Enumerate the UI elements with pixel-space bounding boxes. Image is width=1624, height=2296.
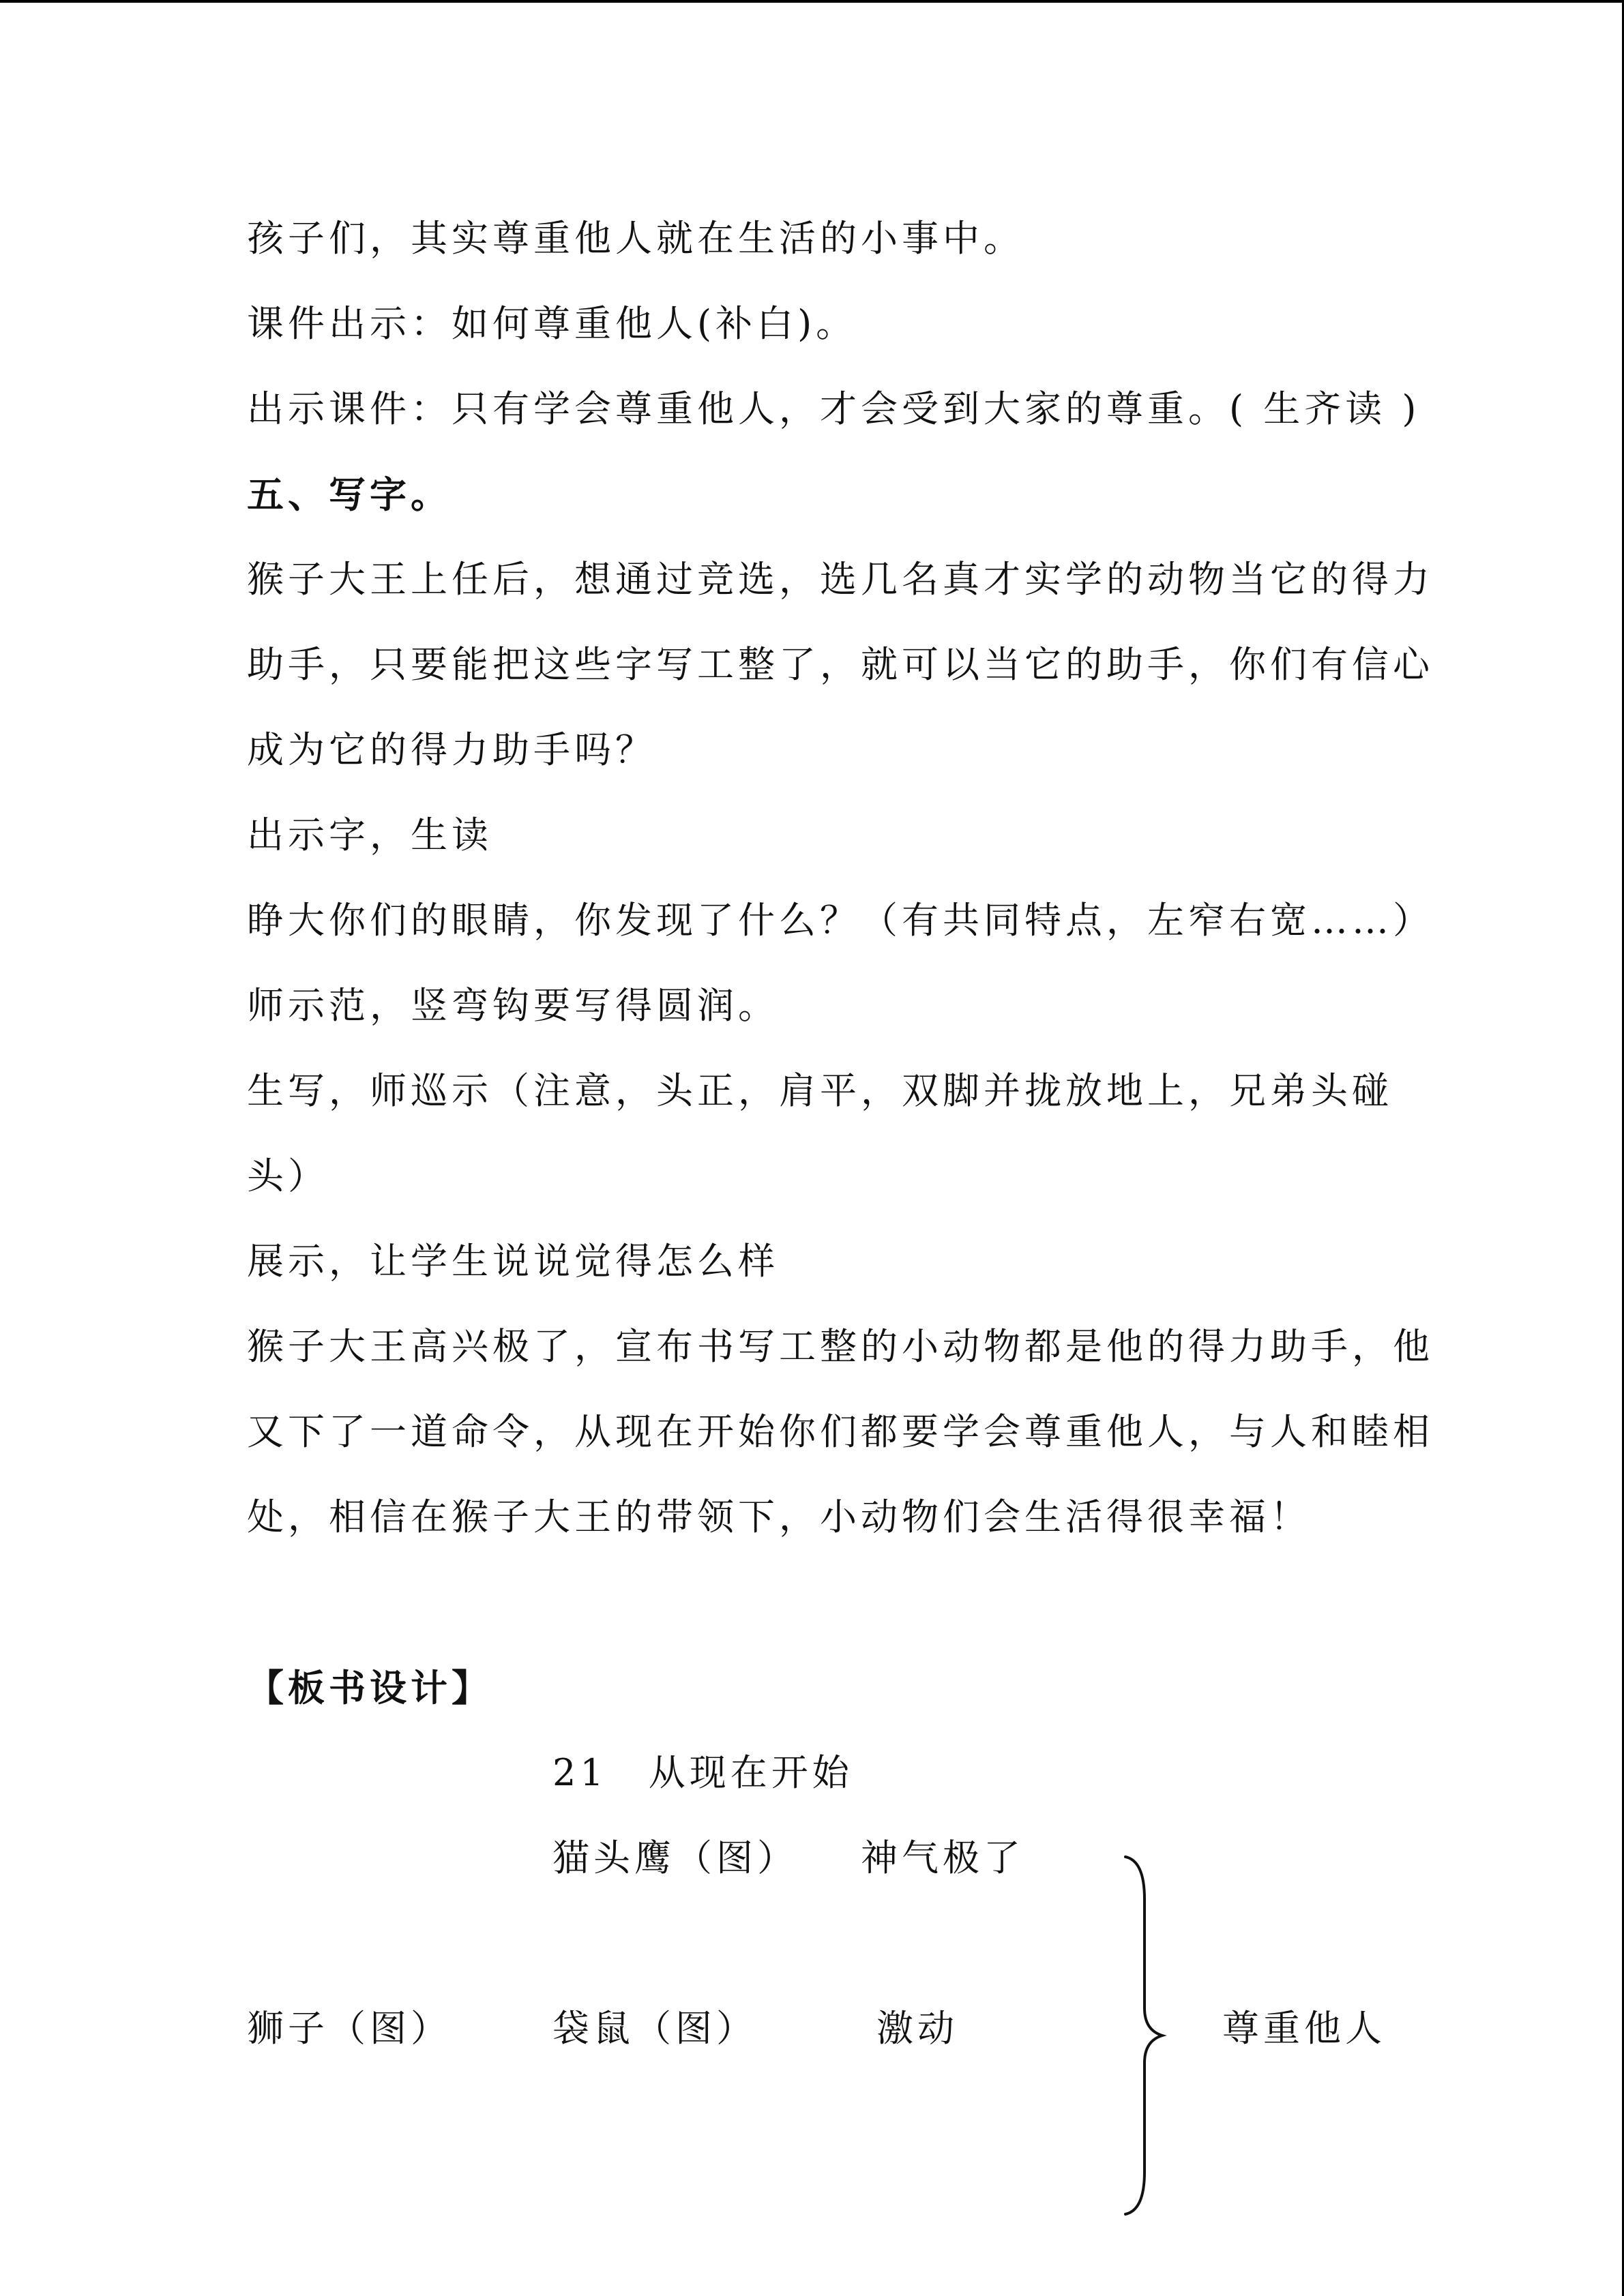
paragraph-line: 成为它的得力助手吗？ bbox=[247, 728, 656, 771]
paragraph-line: 又下了一道命令，从现在开始你们都要学会尊重他人，与人和睦相 bbox=[247, 1410, 1434, 1453]
board-lion: 狮子（图） bbox=[247, 2007, 452, 2050]
paragraph-line: 师示范，竖弯钩要写得圆润。 bbox=[247, 984, 779, 1027]
board-kangaroo-word: 激动 bbox=[876, 2007, 958, 2050]
paragraph-line: 课件出示：如何尊重他人(补白)。 bbox=[247, 302, 857, 345]
paragraph-line: 出示字，生读 bbox=[247, 814, 492, 856]
paragraph-line: 孩子们，其实尊重他人就在生活的小事中。 bbox=[247, 217, 1024, 260]
paragraph-line: 助手，只要能把这些字写工整了，就可以当它的助手，你们有信心 bbox=[247, 643, 1434, 686]
board-title: 21 从现在开始 bbox=[552, 1751, 853, 1794]
paragraph-line: 处，相信在猴子大王的带领下，小动物们会生活得很幸福！ bbox=[247, 1495, 1311, 1538]
paragraph-line: 猴子大王上任后，想通过竞选，选几名真才实学的动物当它的得力 bbox=[247, 558, 1434, 601]
board-kangaroo: 袋鼠（图） bbox=[552, 2007, 757, 2050]
section-heading: 五、写字。 bbox=[247, 473, 452, 516]
paragraph-line: 睁大你们的眼睛，你发现了什么？（有共同特点，左窄右宽……） bbox=[247, 899, 1434, 942]
paragraph-line: 展示，让学生说说觉得怎么样 bbox=[247, 1240, 779, 1283]
top-border bbox=[0, 0, 1624, 3]
paragraph-line: 出示课件：只有学会尊重他人，才会受到大家的尊重。( 生齐读 ) bbox=[247, 387, 1421, 430]
right-brace bbox=[1119, 1851, 1173, 2220]
board-design-heading: 【板书设计】 bbox=[247, 1666, 492, 1710]
paragraph-line: 生写，师巡示（注意，头正，肩平，双脚并拢放地上，兄弟头碰 bbox=[247, 1069, 1393, 1112]
paragraph-line: 猴子大王高兴极了，宣布书写工整的小动物都是他的得力助手，他 bbox=[247, 1325, 1434, 1368]
board-conclusion: 尊重他人 bbox=[1222, 2007, 1386, 2050]
paragraph-line: 头） bbox=[247, 1154, 329, 1197]
board-owl-word: 神气极了 bbox=[861, 1836, 1024, 1879]
board-owl: 猫头鹰（图） bbox=[552, 1836, 798, 1879]
